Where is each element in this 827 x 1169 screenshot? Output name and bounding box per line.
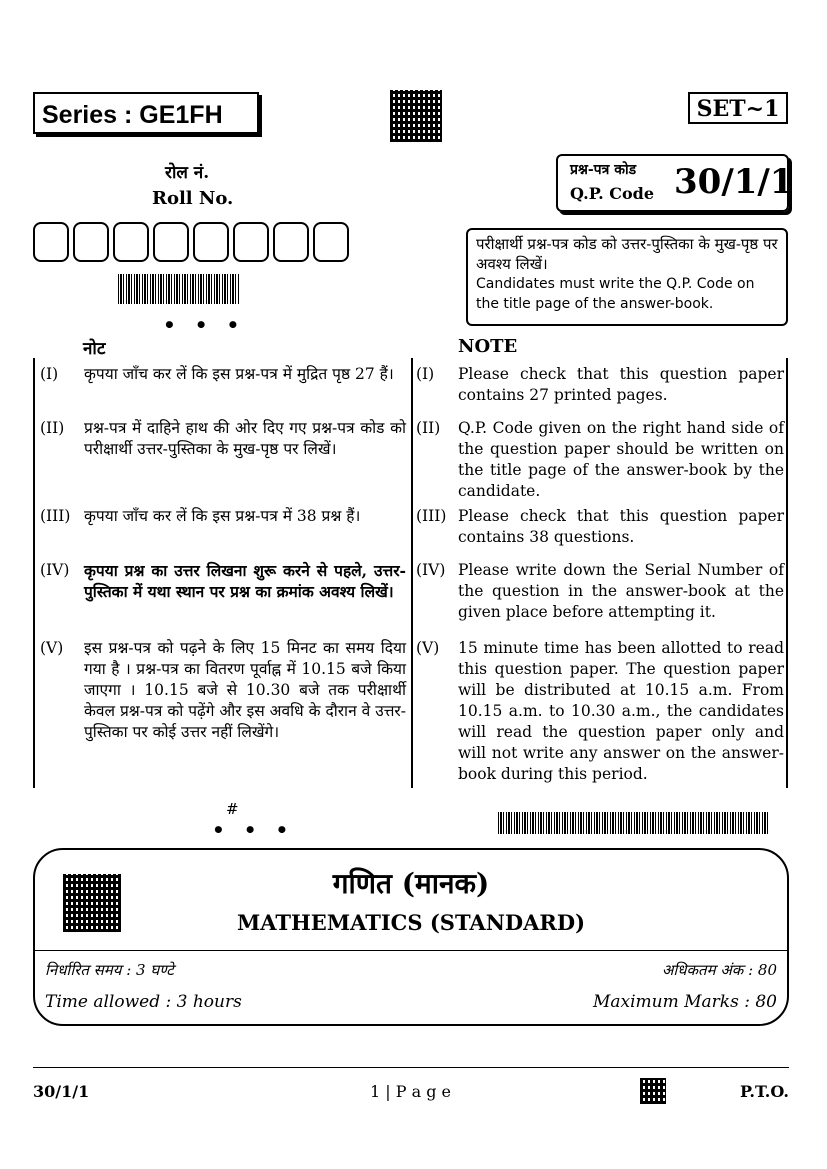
- qr-code-top: [390, 90, 442, 142]
- instruction-hindi: परीक्षार्थी प्रश्न-पत्र कोड को उत्तर-पुस्तिका के मुख-पृष्ठ पर अवश्य लिखें।: [476, 235, 778, 273]
- note-en-text: Please check that this question paper contains 27 printed pages.: [458, 365, 784, 404]
- roll-box[interactable]: [313, 222, 349, 262]
- footer-pto: P.T.O.: [740, 1082, 789, 1101]
- roll-number-boxes[interactable]: [33, 222, 363, 266]
- marks-english: Maximum Marks : 80: [592, 992, 777, 1012]
- roll-box[interactable]: [233, 222, 269, 262]
- note-title-hindi: नोट: [83, 339, 106, 359]
- note-hi-text: प्रश्न-पत्र में दाहिने हाथ की ओर दिए गए प्रश्न-पत्र कोड को परीक्षार्थी उत्तर-पुस्तिका के मुख-पृष्ठ पर लिखें।: [84, 419, 406, 458]
- set-label: SET~1: [688, 92, 788, 124]
- dots-mid: • • •: [212, 818, 295, 842]
- subject-title-english: MATHEMATICS (STANDARD): [236, 910, 586, 935]
- barcode-top: [118, 274, 240, 304]
- note-hi-num: (IV): [40, 561, 70, 579]
- roll-box[interactable]: [193, 222, 229, 262]
- roll-box[interactable]: [33, 222, 69, 262]
- column-divider-right: [786, 358, 788, 788]
- note-en-num: (I): [416, 365, 435, 383]
- dots-top: • • •: [163, 313, 246, 337]
- subject-divider: [35, 950, 787, 951]
- barcode-mid: [498, 812, 768, 834]
- note-en-text: Please write down the Serial Number of the question in the answer-book at the given place before attempting it.: [458, 561, 784, 621]
- note-hi-num: (V): [40, 639, 64, 657]
- note-hi-text: कृपया जाँच कर लें कि इस प्रश्न-पत्र में 38 प्रश्न हैं।: [84, 507, 361, 525]
- note-en-num: (IV): [416, 561, 446, 579]
- note-en-text: Please check that this question paper contains 38 questions.: [458, 507, 784, 546]
- note-en-num: (III): [416, 507, 447, 525]
- footer-rule: [33, 1067, 789, 1068]
- roll-box[interactable]: [273, 222, 309, 262]
- note-hi-num: (I): [40, 365, 59, 383]
- note-title-english: NOTE: [458, 336, 518, 357]
- qr-code-footer: [640, 1078, 666, 1104]
- qp-en: Q.P. Code: [570, 184, 655, 203]
- roll-box[interactable]: [113, 222, 149, 262]
- qp-code: 30/1/1: [674, 162, 794, 202]
- note-en-num: (V): [416, 639, 440, 657]
- time-hindi: निर्धारित समय : 3 घण्टे: [45, 961, 174, 979]
- subject-title-hindi: गणित (मानक): [332, 867, 490, 900]
- column-divider-left: [33, 358, 35, 788]
- note-en-num: (II): [416, 419, 441, 437]
- qp-code-box: [556, 154, 794, 212]
- note-hi-num: (II): [40, 419, 65, 437]
- marks-hindi: अधिकतम अंक : 80: [661, 961, 777, 979]
- series-label: Series : GE1FH: [33, 92, 259, 134]
- subject-box: [33, 848, 789, 1026]
- qp-instruction-box: [466, 228, 788, 326]
- roll-box[interactable]: [73, 222, 109, 262]
- footer-code: 30/1/1: [33, 1082, 90, 1101]
- instruction-english: Candidates must write the Q.P. Code on the title page of the answer-book.: [476, 276, 755, 312]
- note-en-text: 15 minute time has been allotted to read this question paper. The question paper will be distributed at 10.15 a.m. From 10.15 a.m. to 10.30 a.m., the candidates will read the question paper only and will not write any answer on the answer-book during this period.: [458, 639, 784, 783]
- note-en-text: Q.P. Code given on the right hand side of the question paper should be written on the title page of the answer-book by the candidate.: [458, 419, 784, 500]
- column-divider-mid: [411, 358, 413, 788]
- roll-box[interactable]: [153, 222, 189, 262]
- footer-page: 1 | P a g e: [370, 1082, 452, 1101]
- note-hi-num: (III): [40, 507, 71, 525]
- roll-hindi: रोल नं.: [165, 163, 210, 183]
- note-hi-text: इस प्रश्न-पत्र को पढ़ने के लिए 15 मिनट का समय दिया गया है । प्रश्न-पत्र का वितरण पूर्वाह्न में 10.15 बजे किया जाएगा । 10.15 बजे से 10.30 बजे तक परीक्षार्थी केवल प्रश्न-पत्र को पढ़ेंगे और इस अवधि के दौरान वे उत्तर-पुस्तिका पर कोई उत्तर नहीं लिखेंगे।: [84, 639, 406, 741]
- qp-hindi: प्रश्न-पत्र कोड: [570, 162, 637, 178]
- hash-mark: #: [226, 800, 239, 818]
- roll-en: Roll No.: [152, 188, 234, 209]
- note-hi-text: कृपया प्रश्न का उत्तर लिखना शुरू करने से पहले, उत्तर-पुस्तिका में यथा स्थान पर प्रश्न का क्रमांक अवश्य लिखें।: [84, 561, 406, 601]
- note-hi-text: कृपया जाँच कर लें कि इस प्रश्न-पत्र में मुद्रित पृष्ठ 27 हैं।: [84, 365, 394, 383]
- time-english: Time allowed : 3 hours: [45, 992, 242, 1012]
